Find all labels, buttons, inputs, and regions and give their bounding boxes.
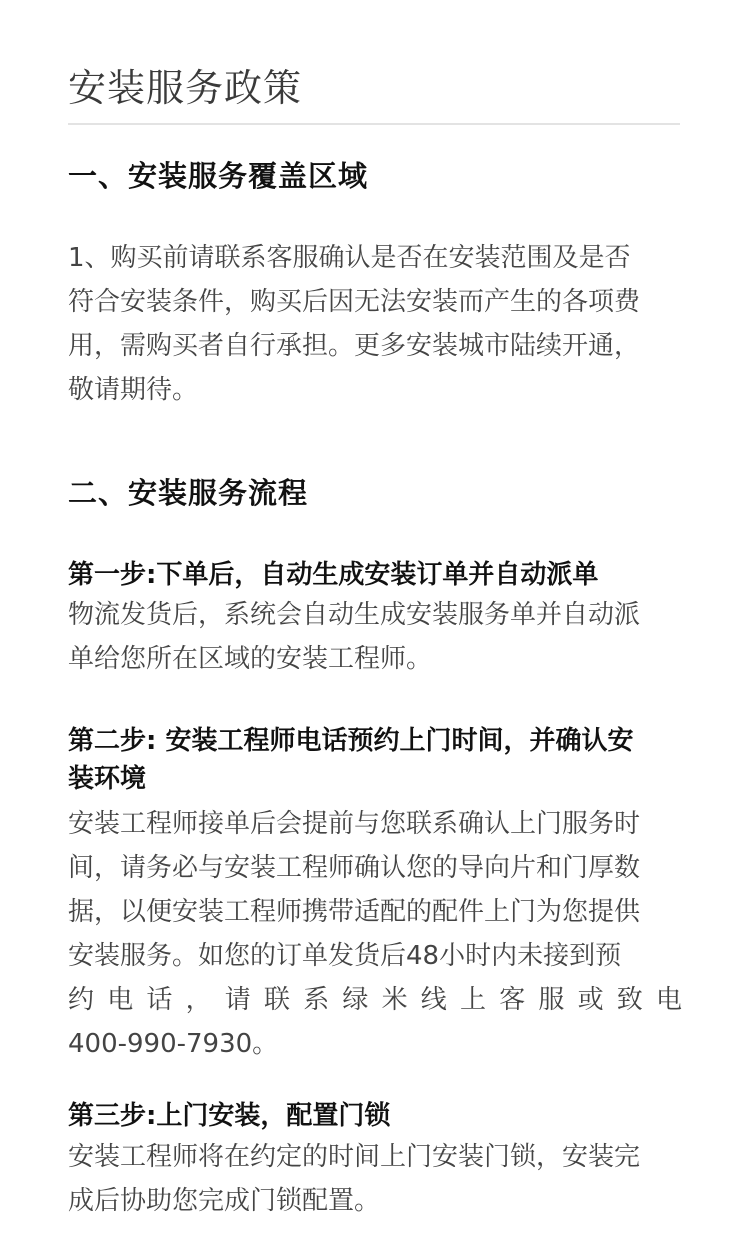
coverage-paragraph-line: 1、购买前请联系客服确认是否在安装范围及是否: [68, 243, 631, 273]
step-body-2: [68, 802, 682, 1066]
step-body-1: [68, 593, 682, 681]
step-title-1: [68, 556, 682, 594]
step-body-3: [68, 1135, 682, 1223]
section-heading-coverage: 一、安装服务覆盖区域: [68, 159, 369, 193]
step-title-line: 装环境: [68, 764, 147, 794]
step-body-line: 约电话，请联系绿米线上客服或致电: [68, 985, 682, 1015]
section-heading-process: 二、安装服务流程: [68, 476, 309, 510]
step-body-line: 安装工程师接单后会提前与您联系确认上门服务时: [68, 809, 641, 839]
step-title-line: 第一步:下单后，自动生成安装订单并自动派单: [68, 560, 599, 590]
step-body-line: 安装服务。如您的订单发货后48小时内未接到预: [68, 941, 622, 971]
coverage-paragraph-line: 用，需购买者自行承担。更多安装城市陆续开通，: [68, 331, 641, 361]
step-title-3: [68, 1097, 682, 1135]
step-body-line: 单给您所在区域的安装工程师。: [68, 644, 433, 674]
step-title-line: 第三步:上门安装，配置门锁: [68, 1101, 391, 1131]
step-body-line: 400-990-7930。: [68, 1029, 279, 1059]
coverage-paragraph-line: 敬请期待。: [68, 375, 199, 405]
step-title-line: 第二步: 安装工程师电话预约上门时间，并确认安: [68, 726, 634, 756]
step-body-line: 据，以便安装工程师携带适配的配件上门为您提供: [68, 897, 641, 927]
step-body-line: 间，请务必与安装工程师确认您的导向片和门厚数: [68, 853, 641, 883]
page-title: 安装服务政策: [68, 66, 303, 110]
step-body-line: 物流发货后，系统会自动生成安装服务单并自动派: [68, 600, 641, 630]
coverage-paragraph: [68, 236, 682, 412]
step-body-line: 安装工程师将在约定的时间上门安装门锁，安装完: [68, 1142, 641, 1172]
step-title-2: [68, 722, 682, 798]
coverage-paragraph-line: 符合安装条件，购买后因无法安装而产生的各项费: [68, 287, 641, 317]
title-divider: [68, 123, 680, 125]
step-body-line: 成后协助您完成门锁配置。: [68, 1186, 381, 1216]
